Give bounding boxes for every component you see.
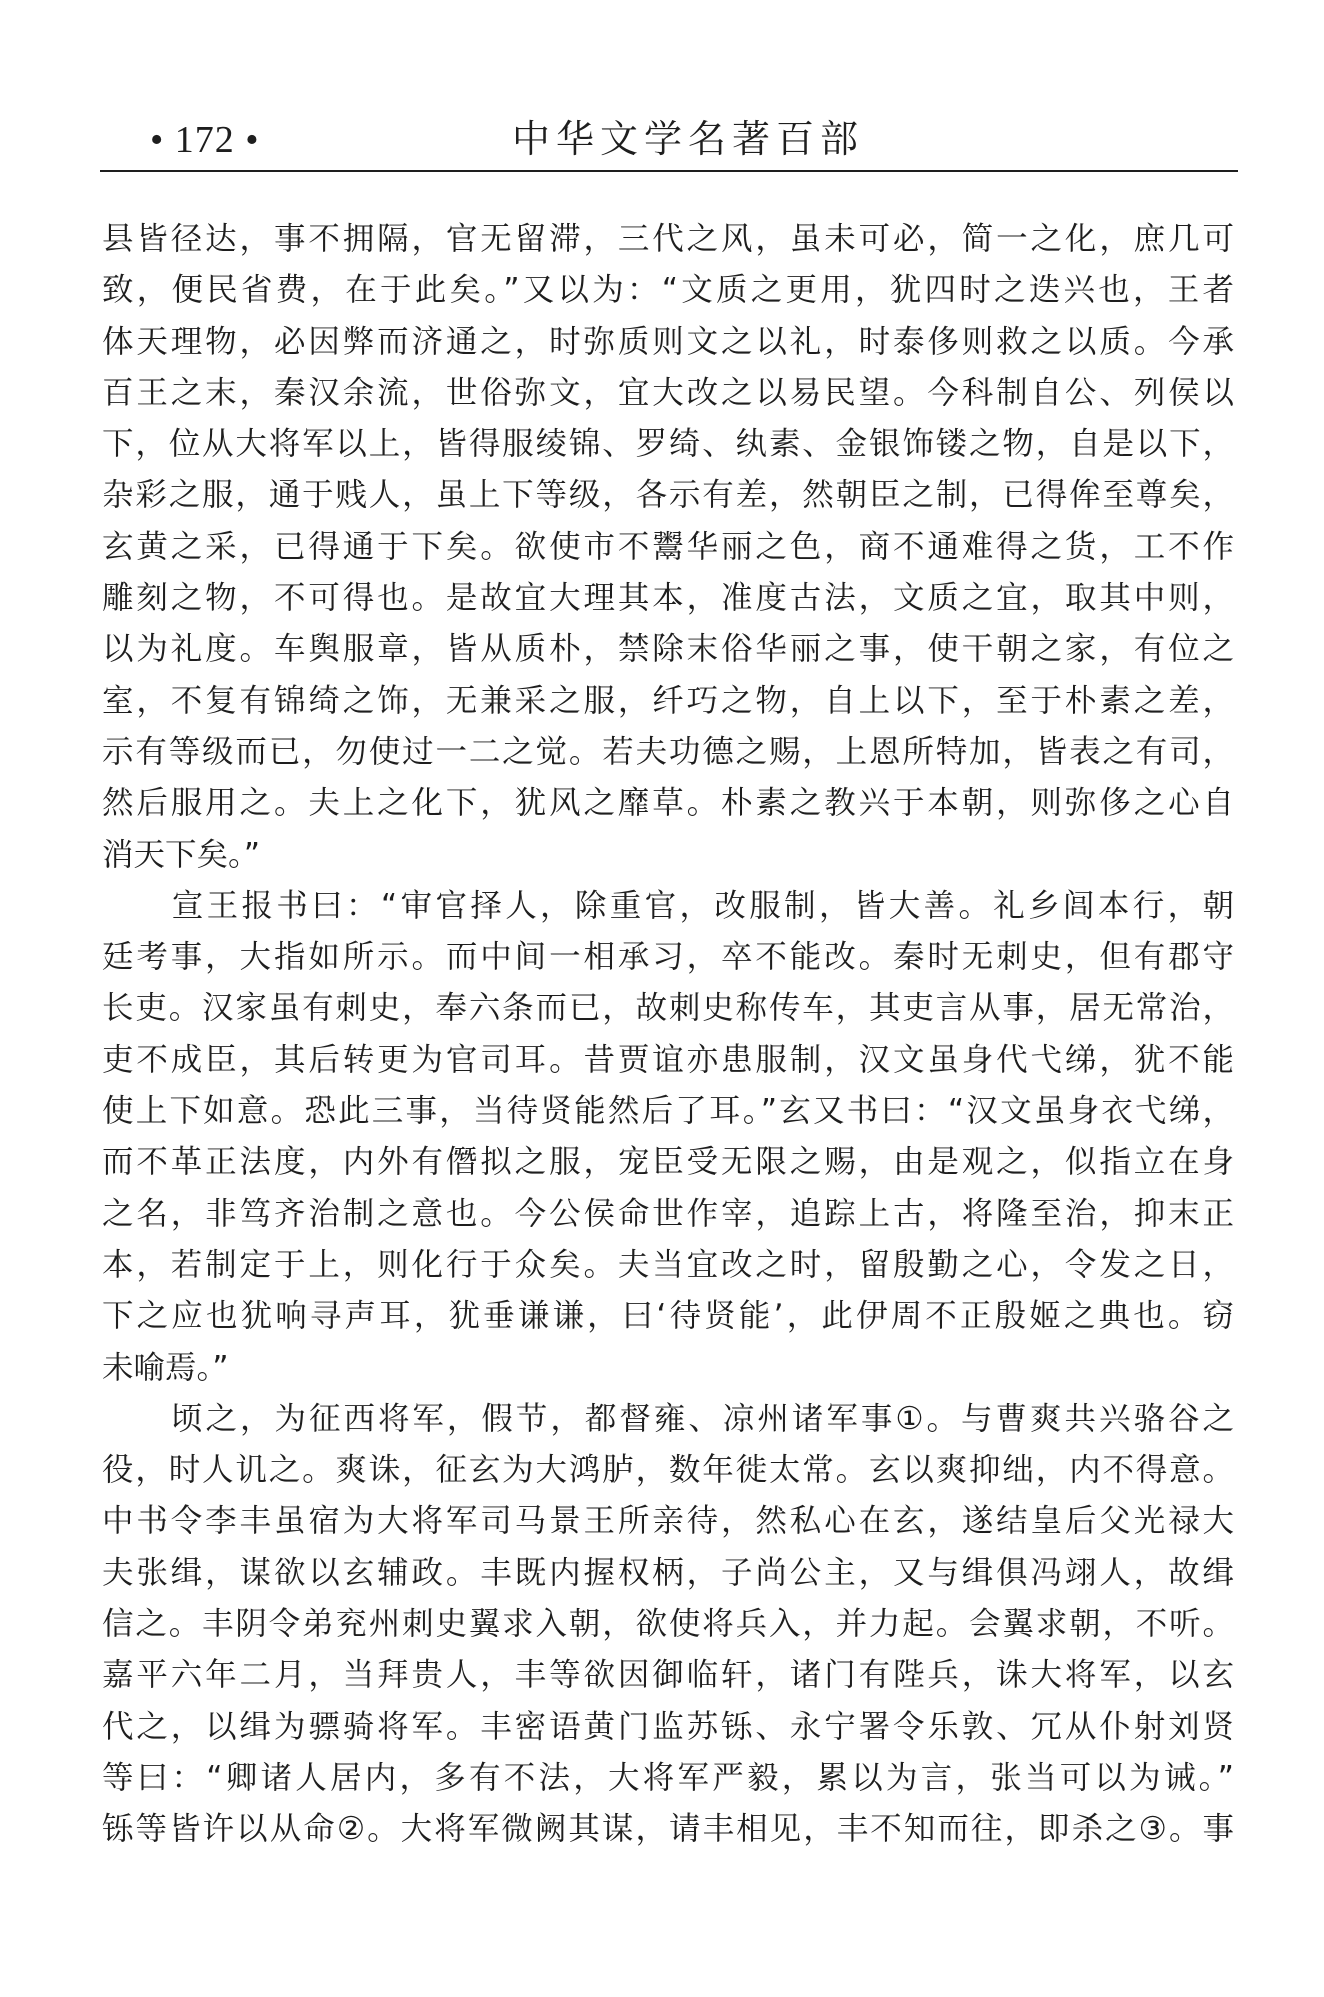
text-line: 代之，以缉为骠骑将军。丰密语黄门监苏铄、永宁署令乐敦、冗从仆射刘贤 bbox=[102, 1708, 1234, 1745]
text-line: 然后服用之。夫上之化下，犹风之靡草。朴素之教兴于本朝，则弥侈之心自 bbox=[102, 785, 1234, 822]
text-line: 本，若制定于上，则化行于众矣。夫当宜改之时，留殷勤之心，令发之日， bbox=[102, 1246, 1234, 1283]
text-line: 吏不成臣，其后转更为官司耳。昔贾谊亦患服制，汉文虽身代弋绨，犹不能 bbox=[102, 1041, 1234, 1078]
text-line: 杂彩之服，通于贱人，虽上下等级，各示有差，然朝臣之制，已得侔至尊矣， bbox=[102, 477, 1234, 514]
text-line: 使上下如意。恐此三事，当待贤能然后了耳。”玄又书曰：“汉文虽身衣弋绨， bbox=[102, 1093, 1234, 1130]
text-line: 下，位从大将军以上，皆得服绫锦、罗绮、纨素、金银饰镂之物，自是以下， bbox=[102, 426, 1234, 463]
text-line: 长吏。汉家虽有刺史，奉六条而已，故刺史称传车，其吏言从事，居无常治， bbox=[102, 990, 1234, 1027]
text-line: 室，不复有锦绮之饰，无兼采之服，纤巧之物，自上以下，至于朴素之差， bbox=[102, 682, 1234, 719]
book-title: 中华文学名著百部 bbox=[512, 117, 865, 161]
text-line: 致，便民省费，在于此矣。”又以为：“文质之更用，犹四时之迭兴也，王者 bbox=[102, 272, 1234, 309]
text-line: 铄等皆许以从命②。大将军微阙其谋，请丰相见，丰不知而往，即杀之③。事 bbox=[102, 1811, 1234, 1848]
text-line: 玄黄之采，已得通于下矣。欲使市不鬻华丽之色，商不通难得之货，工不作 bbox=[102, 528, 1234, 565]
text-line: 示有等级而已，勿使过一二之觉。若夫功德之赐，上恩所特加，皆表之有司， bbox=[102, 733, 1234, 770]
page-number: • 172 • bbox=[150, 119, 260, 161]
text-line: 百王之末，秦汉余流，世俗弥文，宜大改之以易民望。今科制自公、列侯以 bbox=[102, 374, 1234, 411]
text-line: 中书令李丰虽宿为大将军司马景王所亲待，然私心在玄，遂结皇后父光禄大 bbox=[102, 1503, 1234, 1540]
text-line: 之名，非笃齐治制之意也。今公侯命世作宰，追踪上古，将隆至治，抑末正 bbox=[102, 1195, 1234, 1232]
text-line: 宣王报书曰：“审官择人，除重官，改服制，皆大善。礼乡闾本行，朝 bbox=[102, 887, 1234, 924]
text-line: 未喻焉。” bbox=[102, 1349, 229, 1386]
text-line: 雕刻之物，不可得也。是故宜大理其本，准度古法，文质之宜，取其中则， bbox=[102, 580, 1234, 617]
text-line: 廷考事，大指如所示。而中间一相承习，卒不能改。秦时无刺史，但有郡守 bbox=[102, 939, 1234, 976]
text-line: 县皆径达，事不拥隔，官无留滞，三代之风，虽未可必，简一之化，庶几可 bbox=[102, 221, 1234, 257]
text-line: 体天理物，必因弊而济通之，时弥质则文之以礼，时泰侈则救之以质。今承 bbox=[102, 323, 1234, 360]
page-header bbox=[100, 110, 1238, 172]
text-line: 顷之，为征西将军，假节，都督雍、凉州诸军事①。与曹爽共兴骆谷之 bbox=[102, 1400, 1234, 1437]
header-rule bbox=[100, 170, 1238, 172]
text-line: 消天下矣。” bbox=[102, 836, 261, 873]
text-line: 等曰：“卿诸人居内，多有不法，大将军严毅，累以为言，张当可以为诫。” bbox=[102, 1759, 1234, 1796]
text-line: 役，时人讥之。爽诛，征玄为大鸿胪，数年徙太常。玄以爽抑绌，内不得意。 bbox=[102, 1452, 1234, 1489]
text-line: 夫张缉，谋欲以玄辅政。丰既内握权柄，子尚公主，又与缉俱冯翊人，故缉 bbox=[102, 1554, 1234, 1591]
text-line: 而不革正法度，内外有僭拟之服，宠臣受无限之赐，由是观之，似指立在身 bbox=[102, 1144, 1234, 1181]
body-text bbox=[102, 214, 1234, 1856]
text-line: 嘉平六年二月，当拜贵人，丰等欲因御临轩，诸门有陛兵，诛大将军，以玄 bbox=[102, 1657, 1234, 1694]
text-line: 下之应也犹响寻声耳，犹垂谦谦，曰‘待贤能’，此伊周不正殷姬之典也。窃 bbox=[102, 1298, 1234, 1335]
text-line: 信之。丰阴令弟兖州刺史翼求入朝，欲使将兵入，并力起。会翼求朝，不听。 bbox=[102, 1606, 1234, 1643]
text-line: 以为礼度。车舆服章，皆从质朴，禁除末俗华丽之事，使干朝之家，有位之 bbox=[102, 631, 1234, 668]
